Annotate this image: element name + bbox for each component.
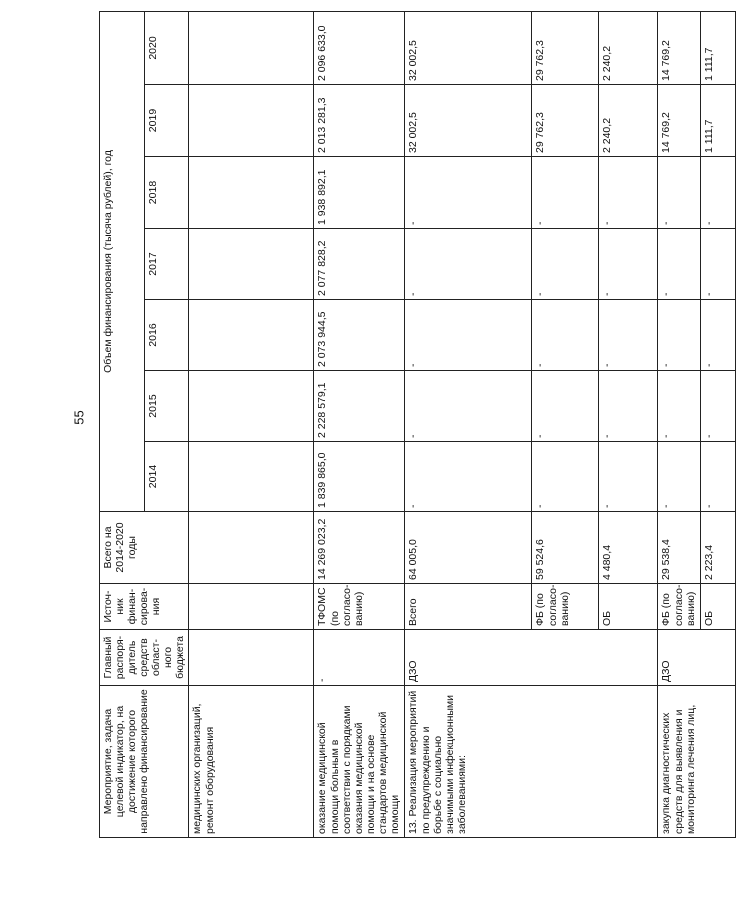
cell-year: - xyxy=(599,371,658,442)
cell-year: 1 839 865,0 xyxy=(314,442,405,512)
cell-year: 2 013 281,3 xyxy=(314,85,405,157)
cell-year: 32 002,5 xyxy=(405,85,532,157)
cell-year: 1 111,7 xyxy=(701,85,736,157)
cell-total xyxy=(189,512,314,584)
header-year: 2018 xyxy=(144,157,189,229)
cell-administrator: ДЗО xyxy=(405,630,658,686)
cell-year: - xyxy=(599,300,658,371)
header-measure: Мероприятие, задача целевой индикатор, на достижение которого направлено финансирование xyxy=(100,686,189,838)
header-year: 2020 xyxy=(144,11,189,84)
cell-administrator: - xyxy=(314,630,405,686)
cell-year: 2 096 633,0 xyxy=(314,11,405,84)
cell-year: 2 077 828,2 xyxy=(314,229,405,300)
cell-year: - xyxy=(658,229,701,300)
cell-source: ТФОМС (по согласо-ванию) xyxy=(314,584,405,630)
cell-source: ОБ xyxy=(701,584,736,630)
cell-year: - xyxy=(532,442,599,512)
cell-year: - xyxy=(701,371,736,442)
header-funding-volume: Объем финансирования (тысяча рублей), год xyxy=(100,11,145,511)
rotated-table-container xyxy=(99,12,716,838)
cell-source: Всего xyxy=(405,584,532,630)
cell-year: - xyxy=(701,442,736,512)
table-row xyxy=(189,11,314,837)
cell-year: - xyxy=(405,371,532,442)
cell-year: - xyxy=(701,300,736,371)
header-year: 2014 xyxy=(144,442,189,512)
cell-year xyxy=(189,229,314,300)
cell-source: ОБ xyxy=(599,584,658,630)
cell-year: 14 769,2 xyxy=(658,11,701,84)
header-year: 2016 xyxy=(144,300,189,371)
cell-total: 59 524,6 xyxy=(532,512,599,584)
header-administrator: Главный распоря-дитель средств област-ного бюджета xyxy=(100,630,189,686)
cell-year: - xyxy=(701,229,736,300)
cell-year: 32 002,5 xyxy=(405,11,532,84)
header-year: 2019 xyxy=(144,85,189,157)
cell-total: 29 538,4 xyxy=(658,512,701,584)
cell-year: - xyxy=(599,442,658,512)
page-number: 55 xyxy=(71,410,87,425)
table-row xyxy=(314,11,405,837)
funding-table xyxy=(99,11,736,838)
cell-year xyxy=(189,11,314,84)
header-year: 2015 xyxy=(144,371,189,442)
cell-measure: 13. Реализация мероприятий по предупреждению и борьбе с социально значимыми инфекционными заболеваниями: xyxy=(405,686,658,838)
cell-year: 2 240,2 xyxy=(599,11,658,84)
cell-year: 29 762,3 xyxy=(532,11,599,84)
cell-total: 14 269 023,2 xyxy=(314,512,405,584)
cell-year: 2 228 579,1 xyxy=(314,371,405,442)
header-year: 2017 xyxy=(144,229,189,300)
cell-source: ФБ (по согласо-ванию) xyxy=(532,584,599,630)
cell-year: - xyxy=(658,442,701,512)
cell-year: 1 111,7 xyxy=(701,11,736,84)
cell-year: - xyxy=(658,157,701,229)
cell-administrator: ДЗО xyxy=(658,630,736,686)
table-row xyxy=(658,11,701,837)
cell-year: - xyxy=(405,229,532,300)
cell-year xyxy=(189,157,314,229)
cell-year: 2 073 944,5 xyxy=(314,300,405,371)
cell-year: - xyxy=(532,229,599,300)
cell-source xyxy=(189,584,314,630)
header-row xyxy=(100,11,145,837)
cell-measure: оказание медицинской помощи больным в соответствии с порядками оказания медицинской помощи и на основе стандартов медицинской помощи xyxy=(314,686,405,838)
cell-total: 4 480,4 xyxy=(599,512,658,584)
header-source: Источ-ник финан-сирова-ния xyxy=(100,584,189,630)
cell-year: - xyxy=(532,371,599,442)
cell-year: 1 938 892,1 xyxy=(314,157,405,229)
cell-total: 64 005,0 xyxy=(405,512,532,584)
cell-measure: медицинских организаций, ремонт оборудования xyxy=(189,686,314,838)
cell-year: - xyxy=(532,300,599,371)
cell-year: - xyxy=(658,300,701,371)
table-row xyxy=(405,11,532,837)
cell-measure: закупка диагностических средств для выявления и мониторинга лечения лиц, xyxy=(658,686,736,838)
cell-year: 29 762,3 xyxy=(532,85,599,157)
cell-year: - xyxy=(532,157,599,229)
cell-year xyxy=(189,371,314,442)
cell-total: 2 223,4 xyxy=(701,512,736,584)
cell-year: - xyxy=(405,442,532,512)
cell-year xyxy=(189,300,314,371)
cell-year: - xyxy=(405,300,532,371)
cell-year xyxy=(189,442,314,512)
cell-source: ФБ (по согласо-ванию) xyxy=(658,584,701,630)
cell-year: - xyxy=(599,157,658,229)
cell-year: 14 769,2 xyxy=(658,85,701,157)
cell-year: - xyxy=(658,371,701,442)
cell-year: - xyxy=(599,229,658,300)
header-total: Всего на 2014-2020 годы xyxy=(100,512,189,584)
cell-administrator xyxy=(189,630,314,686)
cell-year: - xyxy=(701,157,736,229)
cell-year: 2 240,2 xyxy=(599,85,658,157)
cell-year xyxy=(189,85,314,157)
cell-year: - xyxy=(405,157,532,229)
